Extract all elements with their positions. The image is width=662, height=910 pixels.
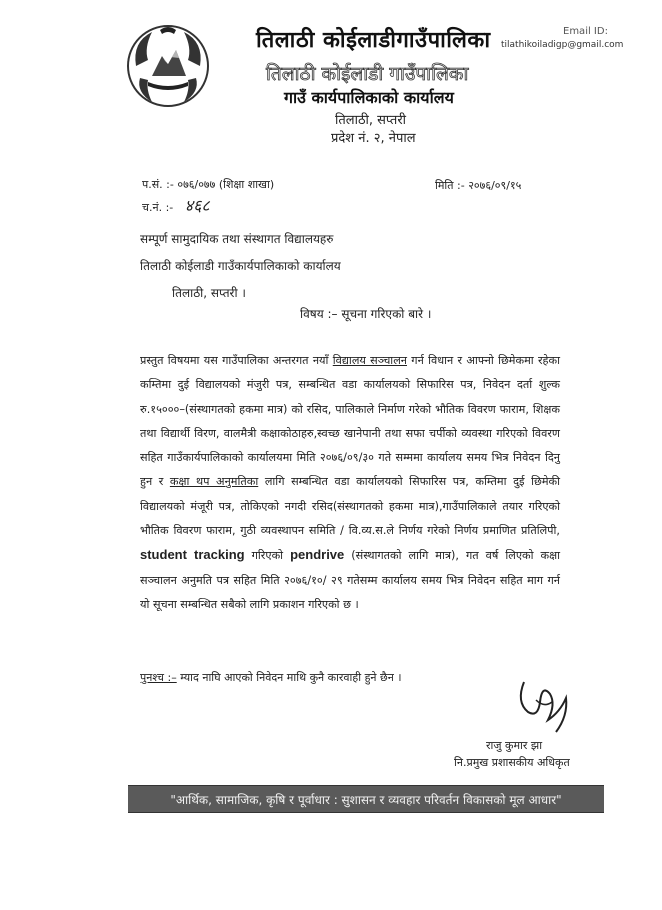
municipality-name-outline: तिलाठी कोईलाडी गाउँपालिका	[266, 63, 469, 85]
letter-date: मिति :- २०७६/०९/१५	[435, 179, 522, 192]
municipality-name: तिलाठी कोईलाडीगाउँपालिका	[256, 28, 491, 53]
body-student-tracking: student tracking	[140, 547, 245, 563]
notice-body	[140, 349, 560, 617]
email-label: Email ID:	[563, 26, 608, 37]
body-pendrive: pendrive	[290, 547, 345, 563]
dispatch-number	[142, 194, 210, 216]
body-text-5: (संस्थागतको लागि मात्र), गत वर्ष लिएको कक्षा सञ्चालन अनुमति पत्र सहित मिति २०७६/१०/ २९ गतेसम्म कार्यालय समय भित्र निवेदन सहित माग गर्न यो सूचना सम्बन्धित सबैको लागि प्रकाशन गरिएको छ ।	[140, 549, 561, 611]
office-location: तिलाठी, सप्तरी	[335, 113, 407, 128]
email-address: tilathikoiladigp@gmail.com	[501, 40, 624, 50]
body-paragraph	[140, 349, 560, 617]
addressee-line-3: तिलाठी, सप्तरी ।	[172, 286, 246, 300]
dispatch-label: च.नं. :-	[142, 201, 174, 214]
signatory-name: राजु कुमार झा	[486, 739, 543, 752]
body-text-4: गरिएको	[244, 549, 291, 563]
postscript	[140, 670, 402, 685]
body-text-2: गर्न विधान र आफ्नो छिमेकमा रहेका कम्तिमा दुई विद्यालयको मंजुरी पत्र, सम्बन्धित वडा कार्यालयको सिफारिस पत्र, निवेदन दर्ता शुल्क रु.१५०००–(संस्थागतको हकमा मात्र) को रसिद, पालिकाले निर्माण गरेको भौतिक विवरण फाराम, शिक्षक तथा विद्यार्थी विरण, वालमैत्री कक्षाकोठाहरु,स्वच्छ खानेपानी तथा सफा चर्पीको व्यवस्था गरिएको विवरण सहित गाउँकार्यपालिकाको कार्यालयमा मिति २०७६/०९/३० गते सम्ममा कार्यालय समय भित्र निवेदन दिनु हुन र	[140, 354, 560, 489]
office-name: गाउँ कार्यपालिकाको कार्यालय	[284, 88, 454, 107]
body-underline-class: कक्षा थप अनुमतिका	[169, 475, 259, 489]
reference-number: प.सं. :- ०७६/०७७ (शिक्षा शाखा)	[142, 178, 275, 191]
body-text-1: प्रस्तुत विषयमा यस गाउँपालिका अन्तरगत नयाँ	[140, 354, 333, 367]
signatory-title: नि.प्रमुख प्रशासकीय अधिकृत	[454, 756, 570, 769]
postscript-text: म्याद नाघि आएको निवेदन माथि कुनै कारवाही हुने छैन ।	[176, 671, 402, 684]
footer-motto-band	[128, 785, 604, 813]
dispatch-value: ४६८	[184, 196, 210, 215]
signature	[510, 672, 580, 742]
municipality-logo	[122, 20, 214, 112]
addressee-line-1: सम्पूर्ण सामुदायिक तथा संस्थागत विद्यालयहरु	[140, 232, 334, 246]
postscript-label: पुनश्च :–	[140, 671, 177, 684]
body-text-3: लागि सम्बन्धित वडा कार्यालयको सिफारिस पत्र, कम्तिमा दुई छिमेकी विद्यालयको मंजूरी पत्र, तोकिएको नगदी रसिद(संस्थागतको हकमा मात्र),गाउँपालिकाले तयार गरिएको भौतिक विवरण फाराम, गुठी व्यवस्थापन समिति / वि.व्य.स.ले निर्णय गरेको निर्णय प्रमाणित प्रतिलिपी,	[140, 475, 560, 538]
body-underline-school: विद्यालय सञ्चालन	[332, 354, 407, 367]
addressee-line-2: तिलाठी कोईलाडी गाउँकार्यपालिकाको कार्यालय	[140, 259, 341, 273]
province-line: प्रदेश नं. २, नेपाल	[331, 131, 416, 146]
subject-line: विषय :– सूचना गरिएको बारे ।	[300, 307, 432, 321]
footer-motto: "आर्थिक, सामाजिक, कृषि र पूर्वाधार : सुशासन र व्यवहार परिवर्तन विकासको मूल आधार"	[170, 793, 562, 807]
